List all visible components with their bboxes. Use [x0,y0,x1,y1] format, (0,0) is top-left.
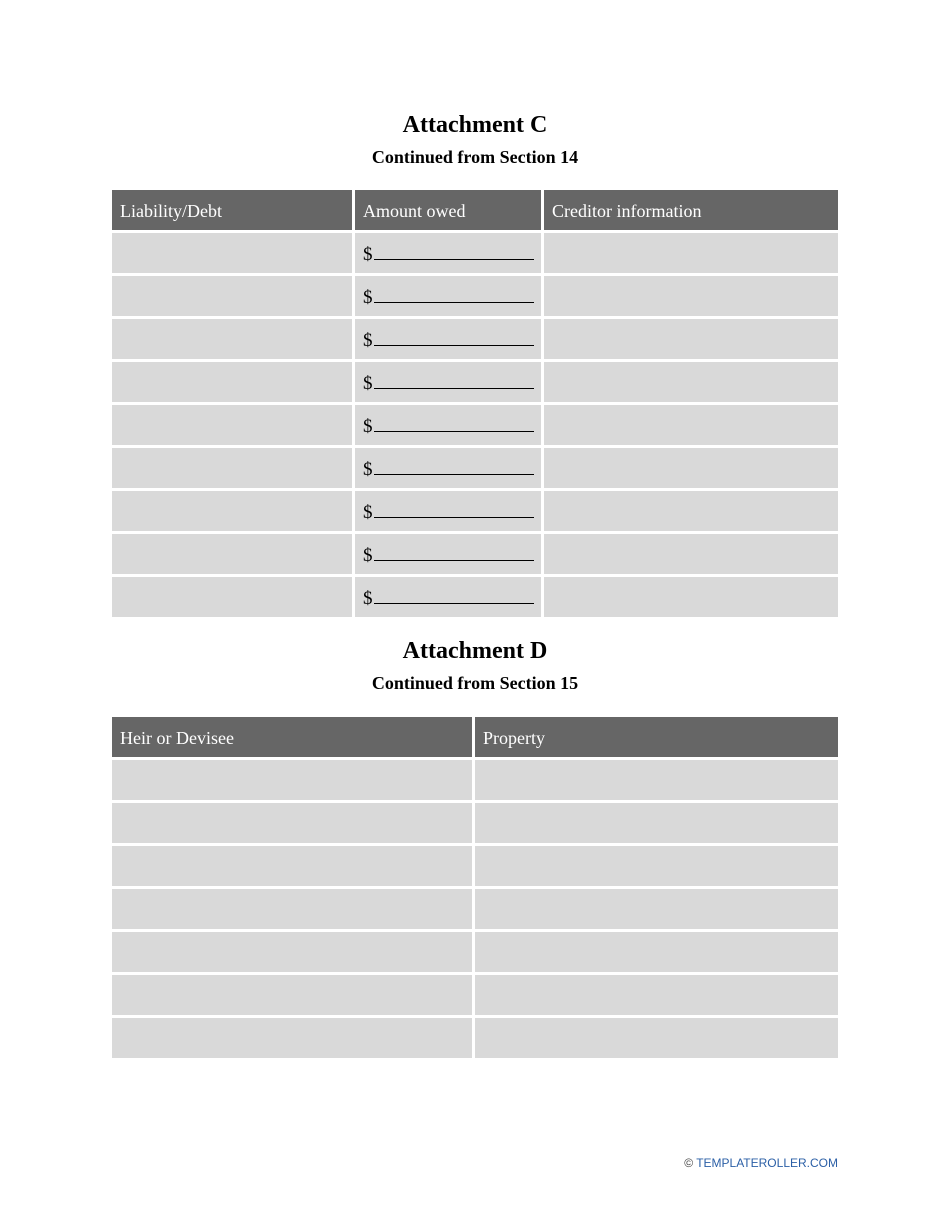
heir-or-devisee-field[interactable] [112,932,472,972]
attachment-c-title: Attachment C [402,112,548,138]
amount-blank-line[interactable] [374,284,534,303]
heir-property-table [112,717,838,1058]
liability-debt-field[interactable] [112,491,352,531]
amount-owed-field[interactable] [355,362,541,402]
header-liability-debt: Liability/Debt [112,190,352,230]
property-field[interactable] [475,1018,838,1058]
heir-or-devisee-field[interactable] [112,760,472,800]
amount-owed-field[interactable] [355,491,541,531]
amount-blank-line[interactable] [374,370,534,389]
property-field[interactable] [475,846,838,886]
heir-or-devisee-field[interactable] [112,975,472,1015]
liability-debt-field[interactable] [112,448,352,488]
amount-blank-line[interactable] [374,241,534,260]
header-amount-owed: Amount owed [355,190,541,230]
amount-blank-line[interactable] [374,456,534,475]
property-field[interactable] [475,760,838,800]
amount-blank-line[interactable] [374,413,534,432]
creditor-information-field[interactable] [544,276,838,316]
amount-blank-line[interactable] [374,585,534,604]
amount-blank-line[interactable] [374,499,534,518]
liability-debt-field[interactable] [112,362,352,402]
amount-owed-field[interactable] [355,233,541,273]
amount-owed-field[interactable] [355,405,541,445]
creditor-information-field[interactable] [544,319,838,359]
attachment-c-subtitle: Continued from Section 14 [371,147,579,167]
dollar-sign: $ [363,330,373,351]
dollar-sign: $ [363,545,373,566]
dollar-sign: $ [363,244,373,265]
heir-or-devisee-field[interactable] [112,803,472,843]
heir-or-devisee-field[interactable] [112,889,472,929]
liability-debt-field[interactable] [112,276,352,316]
creditor-information-field[interactable] [544,233,838,273]
liability-debt-field[interactable] [112,405,352,445]
dollar-sign: $ [363,459,373,480]
dollar-sign: $ [363,416,373,437]
amount-owed-field[interactable] [355,577,541,617]
liability-debt-table [112,190,838,617]
creditor-information-field[interactable] [544,448,838,488]
header-heir-or-devisee: Heir or Devisee [112,717,472,757]
amount-owed-field[interactable] [355,276,541,316]
creditor-information-field[interactable] [544,405,838,445]
creditor-information-field[interactable] [544,491,838,531]
creditor-information-field[interactable] [544,534,838,574]
dollar-sign: $ [363,502,373,523]
amount-owed-field[interactable] [355,534,541,574]
templateroller-footer[interactable] [684,1156,838,1170]
property-field[interactable] [475,803,838,843]
amount-owed-field[interactable] [355,319,541,359]
amount-blank-line[interactable] [374,542,534,561]
liability-debt-field[interactable] [112,319,352,359]
copyright-symbol: © [684,1156,694,1170]
property-field[interactable] [475,932,838,972]
heir-or-devisee-field[interactable] [112,846,472,886]
liability-debt-field[interactable] [112,233,352,273]
heir-or-devisee-field[interactable] [112,1018,472,1058]
dollar-sign: $ [363,373,373,394]
amount-owed-field[interactable] [355,448,541,488]
attachment-d-subtitle: Continued from Section 15 [371,673,579,693]
dollar-sign: $ [363,588,373,609]
liability-debt-field[interactable] [112,534,352,574]
dollar-sign: $ [363,287,373,308]
liability-debt-field[interactable] [112,577,352,617]
creditor-information-field[interactable] [544,362,838,402]
header-property: Property [475,717,838,757]
property-field[interactable] [475,889,838,929]
creditor-information-field[interactable] [544,577,838,617]
property-field[interactable] [475,975,838,1015]
footer-site-link[interactable]: TEMPLATEROLLER.COM [696,1156,838,1170]
amount-blank-line[interactable] [374,327,534,346]
attachment-d-title: Attachment D [402,638,548,664]
header-creditor-information: Creditor information [544,190,838,230]
